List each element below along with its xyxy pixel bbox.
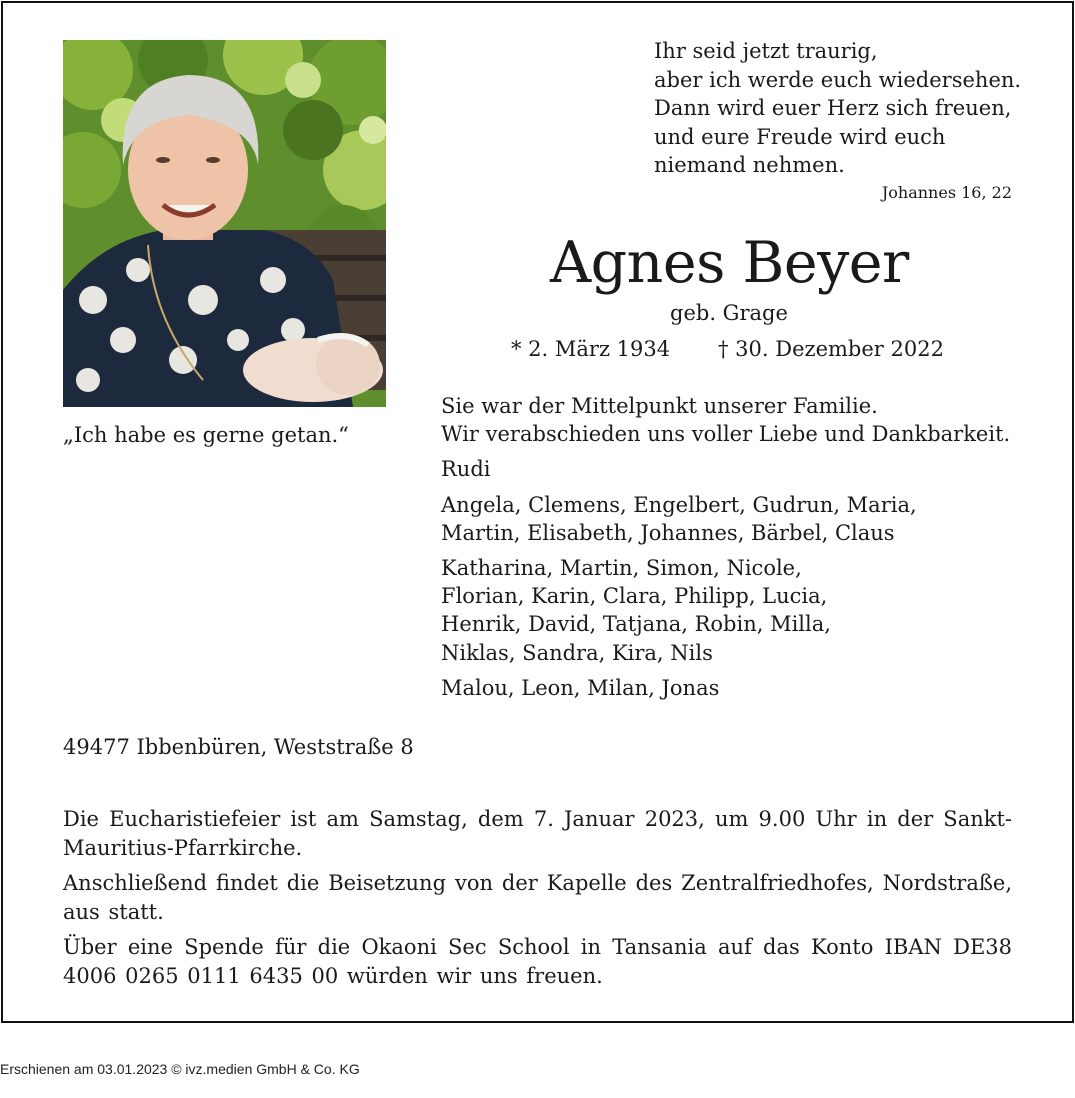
service-info bbox=[63, 805, 1012, 997]
mourner-line: Sie war der Mittelpunkt unserer Familie. bbox=[441, 394, 878, 418]
verse-line: und eure Freude wird euch bbox=[654, 124, 946, 149]
verse-reference: Johannes 16, 22 bbox=[881, 183, 1012, 202]
mourner-group bbox=[441, 392, 1010, 448]
mourner-line: Angela, Clemens, Engelbert, Gudrun, Maria, bbox=[441, 492, 917, 517]
mourner-line: Katharina, Martin, Simon, Nicole, bbox=[441, 556, 802, 581]
bible-verse bbox=[654, 37, 1021, 180]
mourner-group bbox=[441, 455, 1010, 483]
birth-date: * 2. März 1934 bbox=[511, 337, 671, 361]
mourner-line: Florian, Karin, Clara, Philipp, Lucia, bbox=[441, 584, 828, 609]
mourner-group bbox=[441, 554, 1010, 667]
mourner-group bbox=[441, 674, 1010, 702]
address: 49477 Ibbenbüren, Weststraße 8 bbox=[63, 735, 414, 759]
mourner-line: Wir verabschieden uns voller Liebe und Dankbarkeit. bbox=[441, 422, 1011, 447]
info-paragraph: Anschließend findet die Beisetzung von der Kapelle des Zentralfriedhofes, Nordstraße, aus statt. bbox=[63, 871, 1012, 924]
mourner-group bbox=[441, 491, 1010, 547]
verse-line: aber ich werde euch wiedersehen. bbox=[654, 67, 1022, 92]
mourner-line: Henrik, David, Tatjana, Robin, Milla, bbox=[441, 612, 831, 637]
mourner-line: Niklas, Sandra, Kira, Nils bbox=[441, 640, 713, 665]
info-paragraph: Die Eucharistiefeier ist am Samstag, dem 7. Januar 2023, um 9.00 Uhr in der Sankt-Mauritius-Pfarrkirche. bbox=[63, 807, 1012, 860]
portrait-photo bbox=[63, 40, 386, 407]
publication-footer: Erschienen am 03.01.2023 © ivz.medien GmbH & Co. KG bbox=[0, 1061, 360, 1077]
deceased-name: Agnes Beyer bbox=[550, 230, 909, 296]
photo-caption: „Ich habe es gerne getan.“ bbox=[63, 423, 349, 447]
maiden-name: geb. Grage bbox=[670, 301, 788, 325]
mourner-line: Martin, Elisabeth, Johannes, Bärbel, Claus bbox=[441, 520, 895, 545]
info-paragraph: Über eine Spende für die Okaoni Sec School in Tansania auf das Konto IBAN DE38 4006 0265 0111 6435 00 würden wir uns freuen. bbox=[63, 935, 1012, 988]
verse-line: Dann wird euer Herz sich freuen, bbox=[654, 96, 1012, 120]
mourner-line: Rudi bbox=[441, 457, 491, 482]
mourner-line: Malou, Leon, Milan, Jonas bbox=[441, 675, 720, 700]
death-date: † 30. Dezember 2022 bbox=[718, 337, 944, 361]
verse-line: niemand nehmen. bbox=[654, 153, 845, 177]
verse-line: Ihr seid jetzt traurig, bbox=[654, 39, 878, 63]
mourners-list bbox=[441, 392, 1010, 709]
